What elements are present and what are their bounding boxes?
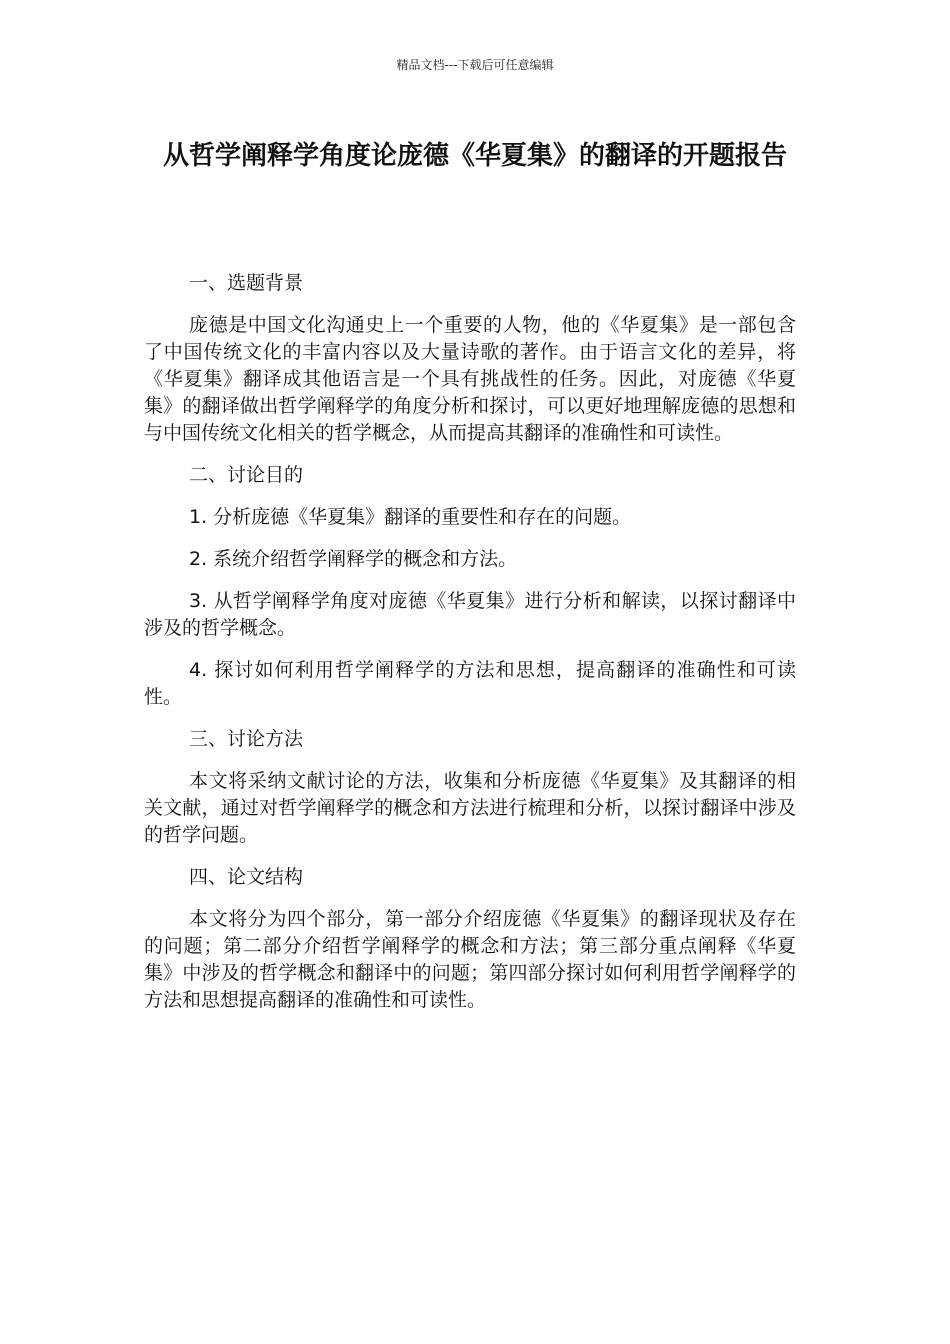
purpose-item-3: 3. 从哲学阐释学角度对庞德《华夏集》进行分析和解读，以探讨翻译中涉及的哲学概念。 xyxy=(144,590,796,639)
purpose-item-4: 4. 探讨如何利用哲学阐释学的方法和思想，提高翻译的准确性和可读性。 xyxy=(144,659,796,708)
section-heading-purpose: 二、讨论目的 xyxy=(189,464,304,486)
page-header-note: 精品文档---下载后可任意编辑 xyxy=(396,58,554,72)
document-body xyxy=(144,270,796,1029)
document-title: 从哲学阐释学角度论庞德《华夏集》的翻译的开题报告 xyxy=(162,141,787,171)
section-heading-method: 三、讨论方法 xyxy=(189,728,304,750)
purpose-item-1: 1. 分析庞德《华夏集》翻译的重要性和存在的问题。 xyxy=(189,506,632,528)
paragraph-method: 本文将采纳文献讨论的方法，收集和分析庞德《华夏集》及其翻译的相关文献，通过对哲学阐释学的概念和方法进行梳理和分析，以探讨翻译中涉及的哲学问题。 xyxy=(144,770,796,846)
section-heading-structure: 四、论文结构 xyxy=(189,866,304,888)
purpose-item-2: 2. 系统介绍哲学阐释学的概念和方法。 xyxy=(189,548,518,570)
paragraph-structure: 本文将分为四个部分，第一部分介绍庞德《华夏集》的翻译现状及存在的问题；第二部分介绍哲学阐释学的概念和方法；第三部分重点阐释《华夏集》中涉及的哲学概念和翻译中的问题；第四部分探讨如何利用哲学阐释学的方法和思想提高翻译的准确性和可读性。 xyxy=(144,908,796,1011)
section-heading-background: 一、选题背景 xyxy=(189,272,304,294)
paragraph-background: 庞德是中国文化沟通史上一个重要的人物，他的《华夏集》是一部包含了中国传统文化的丰富内容以及大量诗歌的著作。由于语言文化的差异，将《华夏集》翻译成其他语言是一个具有挑战性的任务。因此，对庞德《华夏集》的翻译做出哲学阐释学的角度分析和探讨，可以更好地理解庞德的思想和与中国传统文化相关的哲学概念，从而提高其翻译的准确性和可读性。 xyxy=(144,314,796,444)
